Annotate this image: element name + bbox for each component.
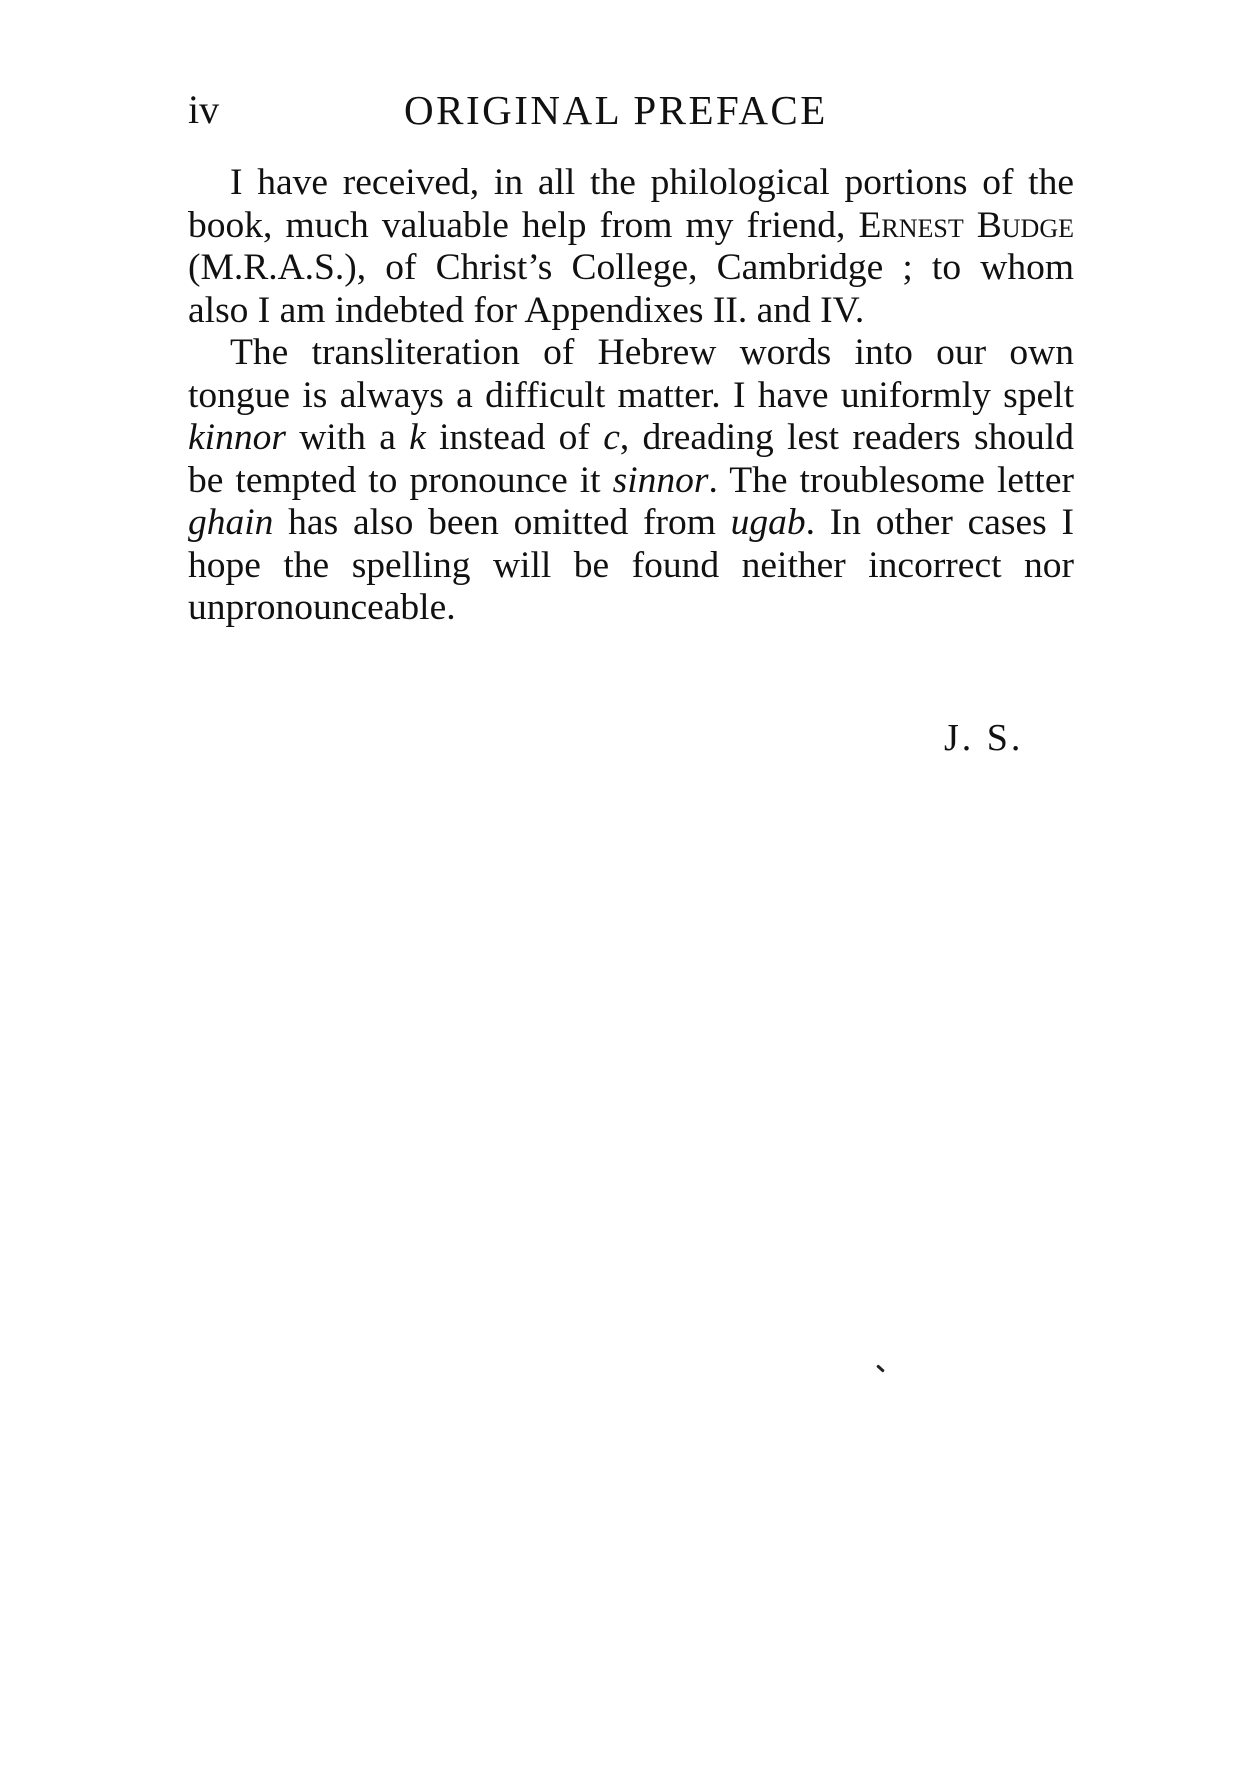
italic-term: ugab [730, 502, 806, 543]
ink-speck [876, 1364, 885, 1372]
page-number: iv [188, 87, 220, 132]
italic-term: c [603, 417, 620, 458]
italic-term: ghain [188, 502, 274, 543]
page-title: ORIGINAL PREFACE [404, 87, 828, 133]
running-head [188, 82, 1068, 138]
person-name: Ernest Budge [858, 204, 1074, 246]
italic-term: kinnor [188, 417, 286, 458]
italic-term: sinnor [612, 459, 709, 501]
paragraph-text: instead of [425, 417, 604, 458]
paragraph-transliteration [188, 332, 1074, 630]
paragraph-text: . In other cases I hope the spelling will be found neither incorrect nor unpronounceable. [188, 502, 1074, 628]
paragraph-text: (M.R.A.S.), of Christ’s College, Cambridge ; to whom also I am indebted for Appendixes II. and IV. [188, 247, 1074, 331]
author-initials: J. S. [944, 717, 1024, 759]
paragraph-text: with a [285, 417, 410, 458]
paragraph-text: I have received, in all the philological portions of the book, much valuable help from my friend, [188, 162, 1074, 246]
paragraph-acknowledgement [188, 162, 1074, 332]
preface-body [188, 162, 1074, 630]
paragraph-text: , dreading lest readers should be tempted to pronounce it [188, 417, 1074, 501]
italic-term: k [409, 417, 426, 458]
paragraph-text: The transliteration of Hebrew words into our own tongue is always a difficult matter. I have uniformly spelt [188, 332, 1074, 416]
paragraph-text: has also been omitted from [273, 502, 731, 543]
paragraph-text: . The troublesome letter [708, 459, 1074, 501]
